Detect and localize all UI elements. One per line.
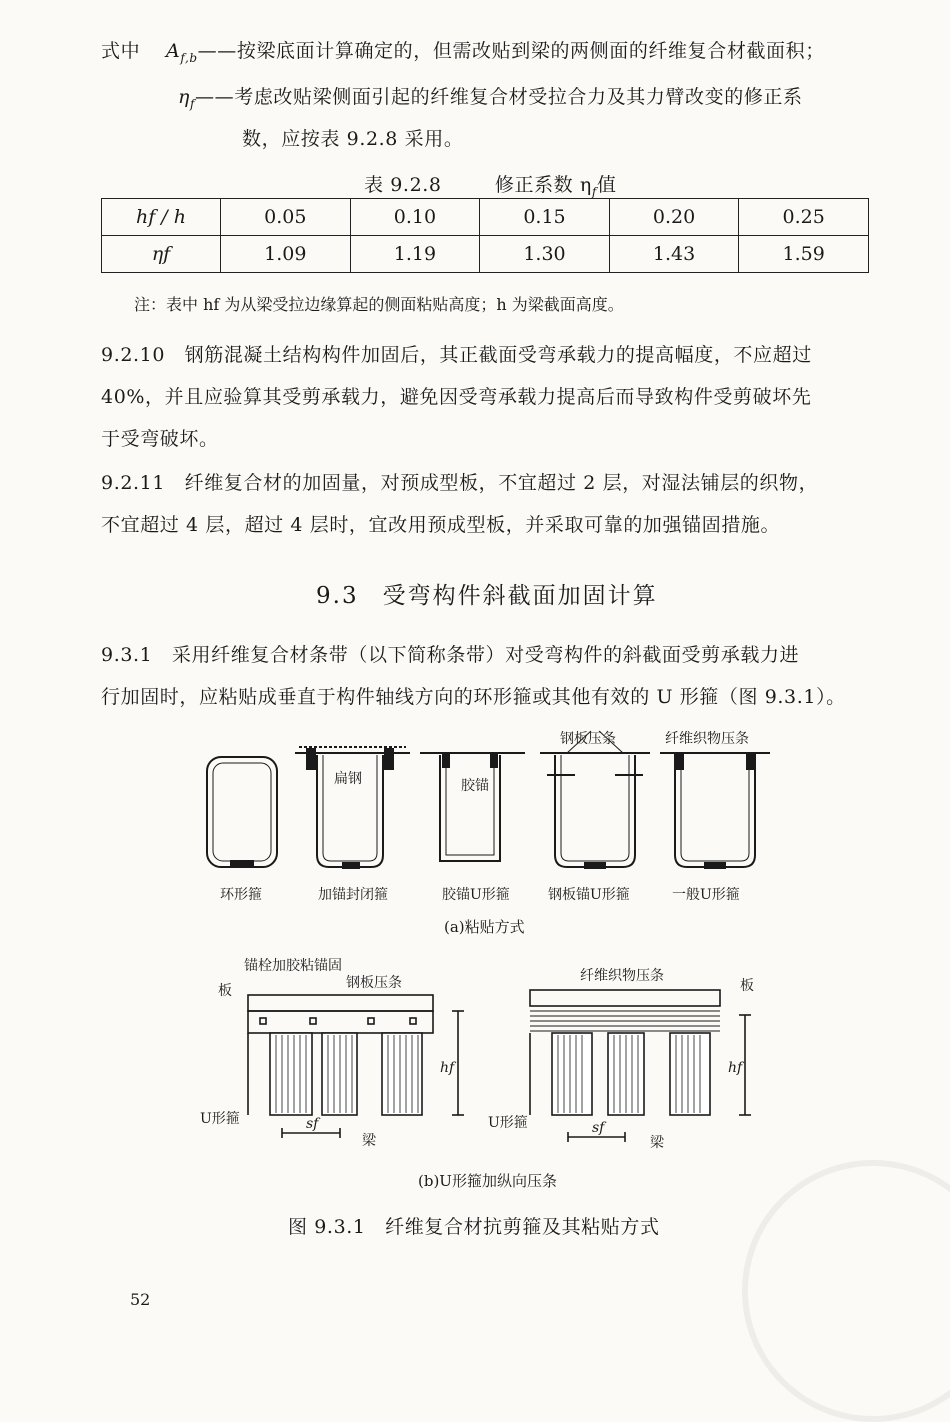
section-number: 9.3 <box>316 583 359 609</box>
figure-label: 环形箍 <box>220 887 262 903</box>
table-cell: 1.19 <box>350 236 480 273</box>
figure-label: 扁钢 <box>334 771 362 787</box>
table-row <box>102 236 869 273</box>
figure-label: U形箍 <box>488 1115 528 1131</box>
clause-line: 40%，并且应验算其受剪承载力，避免因受弯承载力提高后而导致构件受剪破坏先 <box>101 386 812 408</box>
clause-line: 9.3.1 采用纤维复合材条带（以下简称条带）对受弯构件的斜截面受剪承载力进 <box>101 644 800 666</box>
figure-label: 纤维织物压条 <box>580 968 664 984</box>
figure-label: 胶锚 <box>461 778 489 794</box>
table-cell: 1.59 <box>739 236 869 273</box>
figure-label: 梁 <box>362 1133 376 1149</box>
table-cell: 0.25 <box>739 199 869 236</box>
figure-label: 板 <box>740 978 754 994</box>
section-heading <box>316 577 658 610</box>
definition-item <box>178 82 803 111</box>
figure-label: 纤维织物压条 <box>665 731 749 747</box>
table-cell: 1.30 <box>480 236 610 273</box>
table-cell: 1.43 <box>609 236 739 273</box>
figure-caption: 图 9.3.1 纤维复合材抗剪箍及其粘贴方式 <box>288 1216 660 1238</box>
table-row <box>102 199 869 236</box>
figure-label: hf <box>728 1060 743 1076</box>
figure-label: 锚栓加胶粘锚固 <box>244 958 342 974</box>
figure-label: 钢板锚U形箍 <box>548 887 630 903</box>
clause-line: 9.2.11 纤维复合材的加固量，对预成型板，不宜超过 2 层，对湿法铺层的织物， <box>101 472 819 494</box>
figure-b-caption: (b)U形箍加纵向压条 <box>418 1172 557 1190</box>
figure-label: 钢板压条 <box>560 731 616 747</box>
definition-symbol: A <box>166 40 181 62</box>
figure-label: U形箍 <box>200 1111 240 1127</box>
definition-symbol: η <box>178 86 190 108</box>
table-cell: 0.05 <box>221 199 351 236</box>
figure-label: sf <box>592 1120 605 1136</box>
section-title: 受弯构件斜截面加固计算 <box>382 583 658 609</box>
definition-subscript: f,b <box>180 50 198 65</box>
clause-line: 9.2.10 钢筋混凝土结构构件加固后，其正截面受弯承载力的提高幅度，不应超过 <box>101 344 812 366</box>
figure-label: 钢板压条 <box>346 975 402 991</box>
clause-line: 行加固时，应粘贴成垂直于构件轴线方向的环形箍或其他有效的 U 形箍（图 9.3.1）。 <box>101 686 846 708</box>
table-row-header: hf / h <box>102 199 221 236</box>
table-row-header: ηf <box>102 236 221 273</box>
page-number: 52 <box>130 1290 151 1309</box>
table-cell: 0.10 <box>350 199 480 236</box>
definition-item <box>166 36 825 65</box>
coefficient-table <box>101 198 869 273</box>
figure-a-caption: (a)粘贴方式 <box>444 918 525 936</box>
figure-label: 板 <box>218 983 232 999</box>
table-caption-number: 表 9.2.8 <box>364 174 442 196</box>
figure-label: 加锚封闭箍 <box>318 887 388 903</box>
table-caption <box>364 170 617 199</box>
definition-text: 考虑改贴梁侧面引起的纤维复合材受拉合力及其力臂改变的修正系 <box>234 86 803 108</box>
figure-label: 梁 <box>650 1135 664 1151</box>
table-cell: 0.20 <box>609 199 739 236</box>
watermark-stamp <box>742 1160 950 1422</box>
table-note: 注：表中 hf 为从梁受拉边缘算起的侧面粘贴高度；h 为梁截面高度。 <box>134 295 624 314</box>
definition-subscript: f <box>189 96 196 111</box>
table-caption-sub: f <box>591 184 597 199</box>
clause-line: 不宜超过 4 层，超过 4 层时，宜改用预成型板，并采取可靠的加强锚固措施。 <box>101 514 781 536</box>
figure-label: 胶锚U形箍 <box>442 887 510 903</box>
definitions-lead: 式中 <box>101 40 141 62</box>
figure-label: hf <box>440 1060 455 1076</box>
table-caption-title: 修正系数 η <box>494 174 592 196</box>
clause-line: 于受弯破坏。 <box>101 428 219 450</box>
figure-label: 一般U形箍 <box>672 887 740 903</box>
definition-continuation: 数，应按表 9.2.8 采用。 <box>242 128 464 150</box>
table-cell: 1.09 <box>221 236 351 273</box>
table-caption-suffix: 值 <box>596 174 617 196</box>
figure-label: sf <box>306 1116 319 1132</box>
definition-text: 按梁底面计算确定的，但需改贴到梁的两侧面的纤维复合材截面积； <box>236 40 825 62</box>
definition-dash: —— <box>197 40 237 62</box>
table-cell: 0.15 <box>480 199 610 236</box>
definition-dash: —— <box>195 86 235 108</box>
